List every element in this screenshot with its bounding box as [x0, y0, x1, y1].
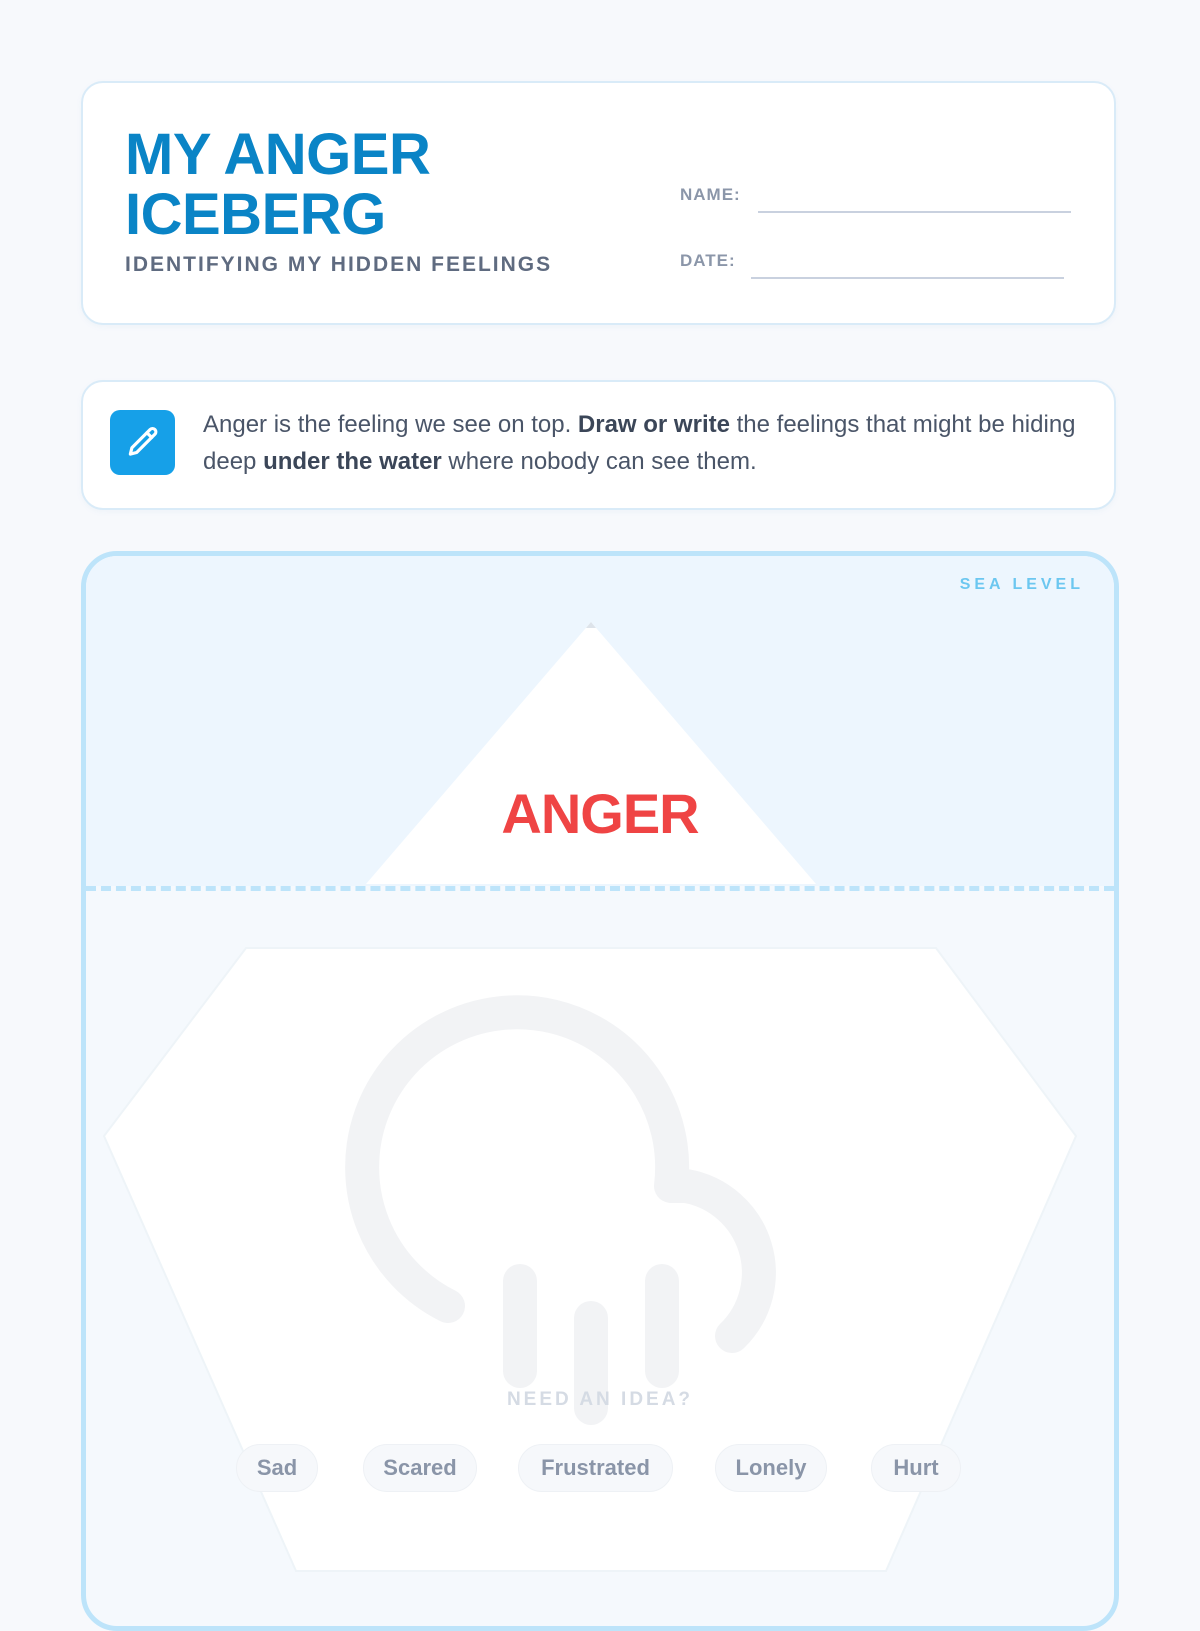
suggestion-chip-sad[interactable]: Sad [236, 1444, 318, 1492]
instructions-part-2: the feelings that might be hiding deep [203, 411, 1076, 475]
instructions-text [203, 406, 1083, 480]
suggestion-chip-hurt[interactable]: Hurt [871, 1444, 961, 1492]
pencil-icon [110, 410, 175, 475]
instructions-bold-1: Draw or write [577, 411, 730, 438]
instructions-card [81, 380, 1116, 510]
instructions-part-1: Anger is the feeling we see on top. [203, 411, 578, 438]
suggestion-chip-scared[interactable]: Scared [363, 1444, 477, 1492]
anger-label: ANGER [501, 782, 699, 845]
worksheet-subtitle: IDENTIFYING MY HIDDEN FEELINGS [125, 253, 553, 276]
iceberg-panel [81, 551, 1119, 1631]
date-field[interactable] [751, 277, 1064, 279]
instructions-part-3: where nobody can see them. [441, 448, 757, 475]
date-label: DATE: [680, 251, 736, 270]
name-label: NAME: [680, 185, 741, 204]
instructions-bold-2: under the water [263, 448, 442, 475]
title-line-1: MY ANGER [125, 122, 431, 187]
header-card [81, 81, 1116, 325]
title-line-2: ICEBERG [125, 182, 386, 247]
worksheet-title [125, 122, 431, 247]
sea-level-label: SEA LEVEL [959, 576, 1084, 593]
name-field[interactable] [758, 211, 1071, 213]
suggestion-chip-frustrated[interactable]: Frustrated [518, 1444, 673, 1492]
idea-label: NEED AN IDEA? [506, 1389, 694, 1410]
suggestion-chip-lonely[interactable]: Lonely [715, 1444, 827, 1492]
